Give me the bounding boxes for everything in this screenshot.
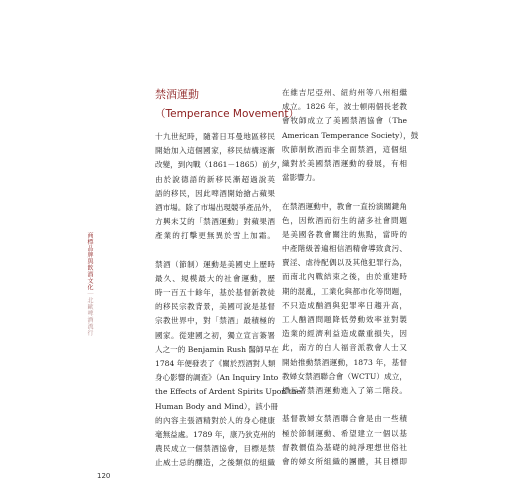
text-line: 國家。從建國之初，獨立宣言簽署: [155, 330, 275, 340]
text-line: 色，因飲酒而衍生的諸多社會問題: [282, 215, 407, 225]
paragraph-gap: [155, 244, 275, 258]
text-line: 農民成立一個禁酒協會，目標是禁: [155, 444, 275, 454]
text-line: 織對於美國禁酒運動的發展，有相: [282, 158, 407, 168]
paragraph-gap: [282, 398, 407, 412]
text-line: 基督教婦女禁酒聯合會是由一些積: [282, 414, 407, 424]
text-line: 而南北內戰結束之後，由於重建時: [282, 272, 407, 282]
text-line: 語的移民，因此啤酒開始搶占蘋果: [155, 188, 275, 198]
text-line: 禁酒（節制）運動是美國史上歷時: [155, 259, 275, 269]
text-line: 的內容主張酒精對於人的身心健康: [155, 415, 275, 425]
text-line: 身心影響的調查》（An Inquiry Into: [155, 373, 279, 383]
right-paragraph-1: [282, 86, 419, 185]
text-line: 改變，到內戰（1861－1865）前夕，: [155, 160, 285, 170]
text-line: 在禁酒運動中，教會一直扮演關鍵角: [282, 201, 407, 211]
text-line: 會的婦女所組織的團體，其目標即: [282, 456, 407, 466]
text-line: 宗教世界中，對「禁酒」最積極的: [155, 316, 275, 326]
text-line: 期的混亂，工業化與都市化等問題，: [282, 286, 407, 296]
text-line: 產業的打擊更無異於雪上加霜。: [155, 231, 275, 241]
text-line: 毫無益處。1789 年，康乃狄克州的: [155, 429, 276, 439]
text-line: 當影響力。: [282, 173, 320, 183]
text-line: 人之一的 Benjamin Rush 醫師早在: [155, 344, 279, 354]
text-line: 標示著禁酒運動進入了第二階段。: [282, 385, 407, 395]
text-line: 十九世紀時，隨著日耳曼地區移民: [155, 132, 275, 141]
text-line: 工人酗酒問題降低勞動效率並對製: [282, 315, 407, 324]
chapter-side-label: [86, 232, 92, 336]
text-line: 極於節制運動、希望建立一個以基: [282, 428, 407, 438]
text-line: American Temperance Society），鼓: [282, 130, 419, 140]
chapter-side-label-main: 商標品牌與飲酒文化: [86, 232, 93, 291]
text-line: 止威士忌的釀造，之後類似的組織: [155, 458, 275, 468]
section-heading: [155, 86, 299, 121]
text-line: 是美國各教會關注的焦點，當時的: [282, 229, 407, 239]
text-line: 此，南方的白人福音派教會人士又: [282, 343, 407, 353]
text-line: 會牧師成立了美國禁酒協會（The: [282, 116, 407, 126]
section-heading-en: （Temperance Movement）: [155, 108, 300, 120]
text-line: 督教價值為基礎的純淨理想世俗社: [282, 442, 407, 452]
right-paragraph-3: [282, 412, 407, 469]
text-line: 的移民宗教背景，美國可說是基督: [155, 302, 275, 312]
text-line: 1784 年便發表了《關於烈酒對人類: [155, 359, 276, 368]
text-line: 由於說德語的新移民漸超過說英: [155, 174, 275, 184]
text-line: 開始加入這個國家，移民結構逐漸: [155, 146, 275, 156]
text-line: 方興未艾的「禁酒運動」對蘋果酒: [155, 217, 275, 227]
text-line: 賣淫、虐待配偶以及其他犯罪行為，: [282, 258, 407, 268]
paragraph-gap: [282, 185, 407, 199]
right-column: [282, 86, 419, 469]
text-line: 教婦女禁酒聯合會（WCTU）成立，: [282, 371, 407, 381]
text-line: 中產階級普遍相信酒精會導致貪污、: [282, 244, 407, 254]
section-heading-zh: 禁酒運動: [155, 88, 199, 101]
page-number: 120: [97, 472, 111, 480]
text-line: 不只造成酗酒與犯罪率日趨升高，: [282, 300, 407, 310]
left-paragraph-1: [155, 130, 285, 244]
text-line: 開始推動禁酒運動，1873 年，基督: [282, 357, 407, 367]
text-line: the Effects of Ardent Spirits Upon the: [155, 387, 302, 397]
text-line: Human Body and Mind），該小冊: [155, 401, 279, 411]
text-line: 時一百五十餘年，基於基督新教徒: [155, 288, 275, 298]
left-paragraph-2: [155, 258, 302, 471]
text-line: 造業的經濟利益造成嚴重損失，因: [282, 329, 407, 339]
text-line: 酒市場。除了市場出現競爭產品外，: [155, 202, 277, 212]
text-line: 成立。1826 年，波士頓兩個長老教: [282, 102, 407, 112]
text-line: 最久、規模最大的社會運動，歷: [155, 273, 275, 283]
chapter-side-label-sub: ｜北歐啤酒流行: [86, 290, 93, 336]
text-line: 吹節制飲酒而非全面禁酒，這個組: [282, 144, 407, 154]
right-paragraph-2: [282, 200, 407, 399]
text-line: 在維吉尼亞州、紐約州等八州相繼: [282, 88, 407, 97]
